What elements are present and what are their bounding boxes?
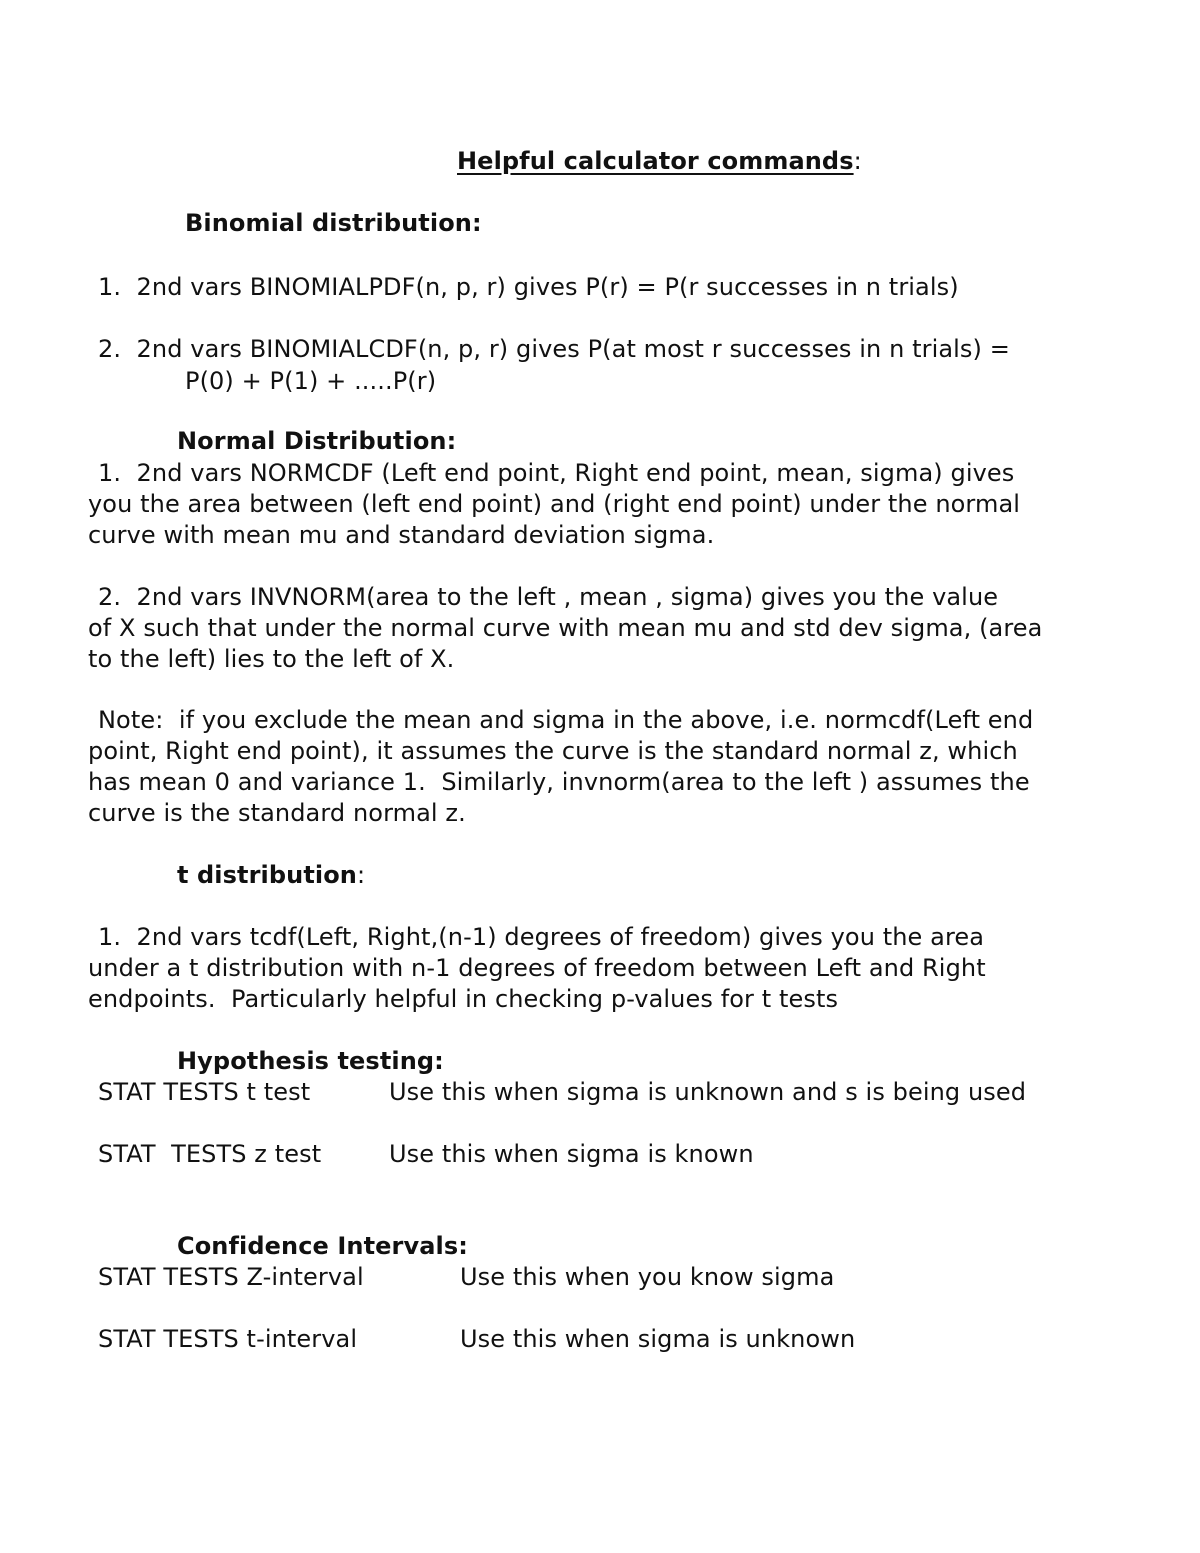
binomial-heading: Binomial distribution: xyxy=(185,209,482,237)
document-title xyxy=(457,146,862,176)
normal-item-1-line-2: you the area between (left end point) and (right end point) under the normal xyxy=(88,490,1021,518)
normal-note-line-3: has mean 0 and variance 1. Similarly, invnorm(area to the left ) assumes the xyxy=(88,768,1030,796)
normal-item-2-line-2: of X such that under the normal curve with mean mu and std dev sigma, (area xyxy=(88,614,1043,642)
hypothesis-row-1-command: STAT TESTS t test xyxy=(98,1078,311,1106)
confidence-row-1-command: STAT TESTS Z-interval xyxy=(98,1263,364,1291)
binomial-item-2-line-2: P(0) + P(1) + .....P(r) xyxy=(185,367,437,395)
confidence-row-1-description: Use this when you know sigma xyxy=(460,1263,835,1291)
normal-note-line-2: point, Right end point), it assumes the curve is the standard normal z, which xyxy=(88,737,1018,765)
title-text: Helpful calculator commands xyxy=(457,147,854,175)
t-heading-colon: : xyxy=(357,861,366,889)
binomial-item-2-line-1: 2. 2nd vars BINOMIALCDF(n, p, r) gives P(at most r successes in n trials) = xyxy=(98,335,1010,363)
hypothesis-row-2-command: STAT TESTS z test xyxy=(98,1140,322,1168)
hypothesis-heading: Hypothesis testing: xyxy=(177,1047,444,1075)
t-item-1-line-2: under a t distribution with n-1 degrees of freedom between Left and Right xyxy=(88,954,986,982)
normal-note-line-1: Note: if you exclude the mean and sigma in the above, i.e. normcdf(Left end xyxy=(98,706,1034,734)
normal-note-line-4: curve is the standard normal z. xyxy=(88,799,466,827)
t-heading-text: t distribution xyxy=(177,861,357,889)
t-item-1-line-1: 1. 2nd vars tcdf(Left, Right,(n-1) degrees of freedom) gives you the area xyxy=(98,923,985,951)
normal-item-1-line-1: 1. 2nd vars NORMCDF (Left end point, Right end point, mean, sigma) gives xyxy=(98,459,1015,487)
hypothesis-row-2-description: Use this when sigma is known xyxy=(389,1140,754,1168)
normal-item-1-line-3: curve with mean mu and standard deviation sigma. xyxy=(88,521,715,549)
normal-heading: Normal Distribution: xyxy=(177,427,457,455)
t-item-1-line-3: endpoints. Particularly helpful in checking p-values for t tests xyxy=(88,985,839,1013)
title-colon: : xyxy=(853,147,862,175)
confidence-heading: Confidence Intervals: xyxy=(177,1232,468,1260)
binomial-item-1: 1. 2nd vars BINOMIALPDF(n, p, r) gives P(r) = P(r successes in n trials) xyxy=(98,273,959,301)
normal-item-2-line-3: to the left) lies to the left of X. xyxy=(88,645,455,673)
confidence-row-2-description: Use this when sigma is unknown xyxy=(460,1325,856,1353)
hypothesis-row-1-description: Use this when sigma is unknown and s is being used xyxy=(389,1078,1027,1106)
confidence-row-2-command: STAT TESTS t-interval xyxy=(98,1325,358,1353)
normal-item-2-line-1: 2. 2nd vars INVNORM(area to the left , mean , sigma) gives you the value xyxy=(98,583,999,611)
t-heading xyxy=(177,860,365,890)
